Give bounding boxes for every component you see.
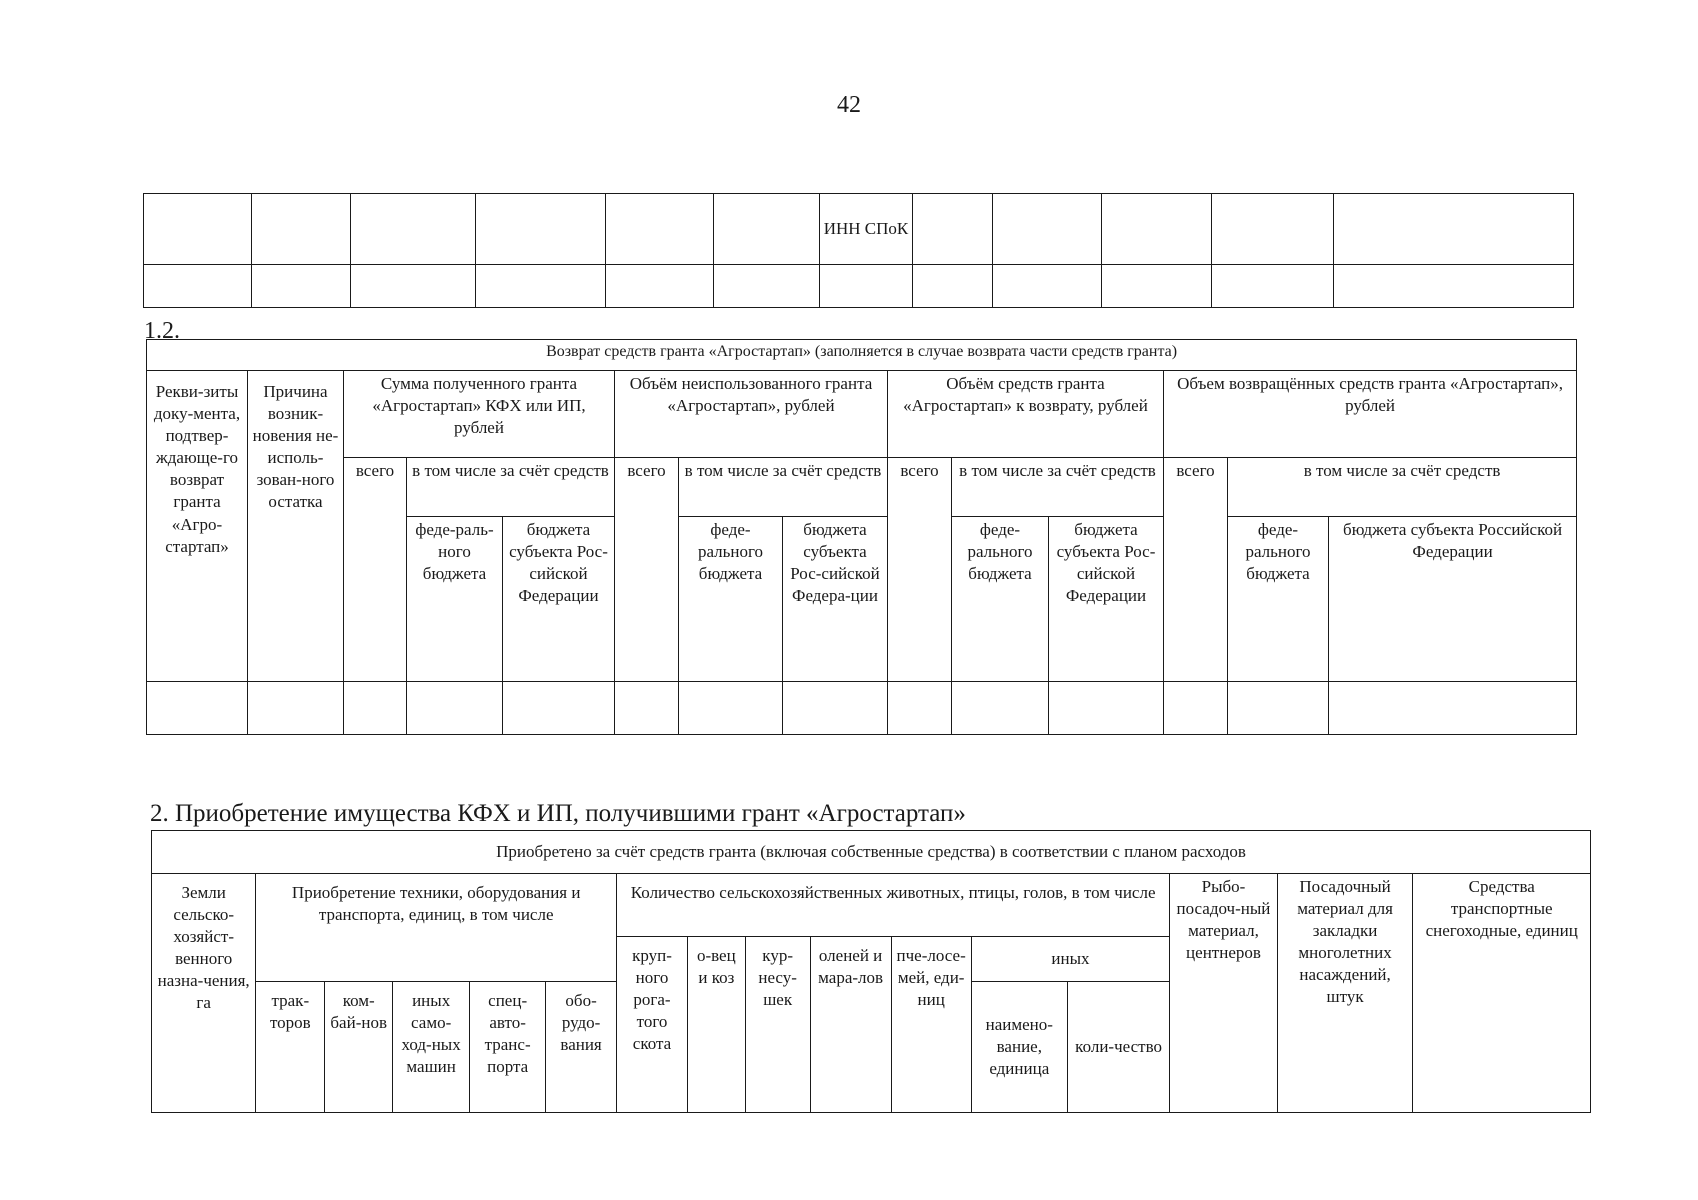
table-cell (252, 194, 351, 265)
requisites-header: Рекви-зиты доку-мента, подтвер-ждающе-го возврат гранта «Агро-стартап» (147, 371, 248, 682)
table-cell (913, 194, 993, 265)
federal-budget-header: феде-рального бюджета (1228, 517, 1329, 682)
table-cell (888, 682, 952, 735)
table-cell (1212, 194, 1334, 265)
page-number: 42 (837, 92, 861, 118)
table-cell (1049, 682, 1164, 735)
unused-grant-header: Объём неиспользованного гранта «Агростартап», рублей (615, 371, 888, 458)
equipment-header: спец-авто-транс-порта (470, 982, 546, 1113)
other-name-header: наимено-вание, единица (971, 982, 1067, 1113)
equipment-header: трак-торов (256, 982, 325, 1113)
returned-header: Объем возвращённых средств гранта «Агростартап», рублей (1164, 371, 1577, 458)
table-row (144, 194, 1574, 265)
table-cell (679, 682, 783, 735)
inn-spok-cell (820, 194, 913, 265)
to-return-header: Объём средств гранта «Агростартап» к возврату, рублей (888, 371, 1164, 458)
table-cell (503, 682, 615, 735)
table-cell (1164, 682, 1228, 735)
table-cell (952, 682, 1049, 735)
table-cell (476, 265, 606, 308)
acquisition-header: Приобретено за счёт средств гранта (включая собственные средства) в соответствии с планом расходов (152, 831, 1591, 874)
total-header: всего (615, 458, 679, 682)
fish-material-header: Рыбо-посадоч-ный материал, центнеров (1170, 874, 1277, 1113)
equipment-header: иных само-ход-ных машин (393, 982, 470, 1113)
table-header-row (147, 458, 1577, 517)
federal-budget-header: феде-раль-ного бюджета (407, 517, 503, 682)
table-header-row (147, 371, 1577, 458)
table-cell (144, 265, 252, 308)
table-row (147, 682, 1577, 735)
animals-group-header: Количество сельскохозяйственных животных, птицы, голов, в том числе (617, 874, 1170, 937)
grant-return-header: Возврат средств гранта «Агростартап» (заполняется в случае возврата части средств гранта) (147, 340, 1577, 371)
table-cell (783, 682, 888, 735)
table-cell (993, 265, 1102, 308)
table-header-row (152, 831, 1591, 874)
federal-budget-header: феде-рального бюджета (679, 517, 783, 682)
snowmobiles-header: Средства транспортные снегоходные, единиц (1413, 874, 1591, 1113)
table-cell (1228, 682, 1329, 735)
table-cell (407, 682, 503, 735)
regional-budget-header: бюджета субъекта Рос-сийской Федера-ции (783, 517, 888, 682)
table-row (144, 265, 1574, 308)
table-cell (1334, 265, 1574, 308)
regional-budget-header: бюджета субъекта Российской Федерации (1329, 517, 1577, 682)
table-cell (248, 682, 344, 735)
table-cell (993, 194, 1102, 265)
section-2-title: 2. Приобретение имущества КФХ и ИП, получившими грант «Агростартап» (150, 800, 966, 827)
regional-budget-header: бюджета субъекта Рос-сийской Федерации (1049, 517, 1164, 682)
federal-budget-header: феде-рального бюджета (952, 517, 1049, 682)
table-cell (606, 194, 714, 265)
table-cell (344, 682, 407, 735)
received-grant-header: Сумма полученного гранта «Агростартап» КФХ или ИП, рублей (344, 371, 615, 458)
other-animals-header: иных (971, 937, 1170, 982)
including-header: в том числе за счёт средств (952, 458, 1164, 517)
total-header: всего (344, 458, 407, 682)
table-cell (1212, 265, 1334, 308)
table-cell (820, 265, 913, 308)
table-cell (1102, 265, 1212, 308)
table-cell (476, 194, 606, 265)
planting-material-header: Посадочный материал для закладки многолетних насаждений, штук (1277, 874, 1413, 1113)
equipment-header: обо-рудо-вания (546, 982, 617, 1113)
reason-header: Причина возник-новения не-исполь-зован-ного остатка (248, 371, 344, 682)
other-quantity-header: коли-чество (1067, 982, 1169, 1113)
land-header: Земли сельско-хозяйст-венного назна-чения, га (152, 874, 256, 1113)
table-cell (1334, 194, 1574, 265)
table-header-row (152, 874, 1591, 937)
animal-header: о-вец и коз (687, 937, 745, 1113)
including-header: в том числе за счёт средств (679, 458, 888, 517)
equipment-group-header: Приобретение техники, оборудования и транспорта, единиц, в том числе (256, 874, 617, 982)
total-header: всего (1164, 458, 1228, 682)
including-header: в том числе за счёт средств (1228, 458, 1577, 517)
continued-table (143, 193, 1574, 308)
grant-return-table (146, 339, 1577, 735)
animal-header: пче-лосе-мей, еди-ниц (891, 937, 971, 1113)
table-cell (606, 265, 714, 308)
table-cell (144, 194, 252, 265)
including-header: в том числе за счёт средств (407, 458, 615, 517)
table-cell (147, 682, 248, 735)
table-cell (252, 265, 351, 308)
table-cell (351, 194, 476, 265)
equipment-header: ком-бай-нов (325, 982, 393, 1113)
table-cell (351, 265, 476, 308)
table-cell (1102, 194, 1212, 265)
inn-spok-label: ИНН СПоК (823, 218, 909, 238)
total-header: всего (888, 458, 952, 682)
table-cell (1329, 682, 1577, 735)
table-cell (714, 194, 820, 265)
table-cell (714, 265, 820, 308)
animal-header: кур-несу-шек (745, 937, 810, 1113)
table-header-row (147, 340, 1577, 371)
table-cell (615, 682, 679, 735)
animal-header: оленей и мара-лов (810, 937, 891, 1113)
property-acquisition-table (151, 830, 1591, 1113)
table-cell (913, 265, 993, 308)
section-1-2-label: 1.2. (144, 318, 180, 344)
animal-header: круп-ного рога-того скота (617, 937, 688, 1113)
regional-budget-header: бюджета субъекта Рос-сийской Федерации (503, 517, 615, 682)
